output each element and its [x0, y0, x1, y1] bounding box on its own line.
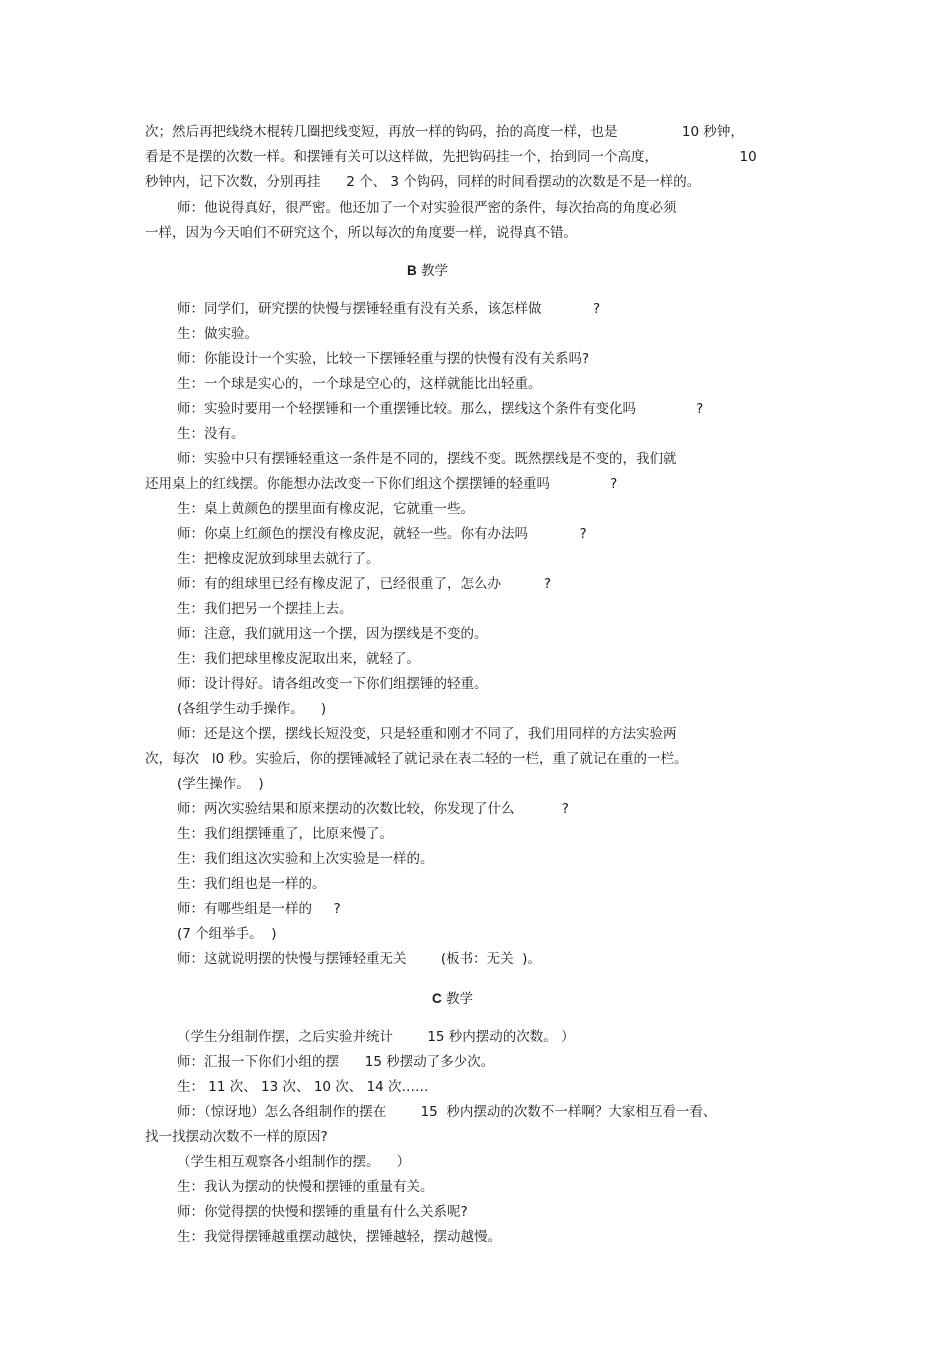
text-line: 师：他说得真好，很严密。他还加了一个对实验很严密的条件，每次抬高的角度必须: [177, 200, 677, 216]
dialogue-line: 生：做实验。: [177, 326, 258, 342]
text-line: 秒钟内，记下次数，分别再挂 2 个、 3 个钩码，同样的时间看摆动的次数是不是一样的。: [145, 174, 701, 190]
section-title: 教学: [416, 263, 449, 279]
dialogue-line: 生：没有。: [177, 426, 245, 442]
dialogue-line: 师：同学们，研究摆的快慢与摆锤轻重有没有关系，该怎样做 ?: [177, 301, 601, 317]
dialogue-line: 次，每次 l0 秒。实验后，你的摆锤减轻了就记录在表二轻的一栏，重了就记在重的一栏。: [145, 751, 688, 767]
dialogue-line: 师：实验时要用一个轻摆锤和一个重摆锤比较。那么，摆线这个条件有变化吗 ?: [177, 401, 704, 417]
dialogue-line: （学生分组制作摆，之后实验并统计 15 秒内摆动的次数。 ）: [177, 1029, 575, 1045]
section-letter: B: [407, 263, 417, 278]
text-line: 次；然后再把线绕木棍转几圈把线变短，再放一样的钩码，抬的高度一样，也是 10 秒钟，: [145, 124, 744, 140]
dialogue-line: (学生操作。 ): [177, 776, 264, 792]
dialogue-line: 师：注意，我们就用这一个摆，因为摆线是不变的。: [177, 626, 488, 642]
dialogue-line: 生：我们组这次实验和上次实验是一样的。: [177, 851, 434, 867]
section-heading-b: [407, 262, 448, 280]
dialogue-line: 生：我觉得摆锤越重摆动越快，摆锤越轻，摆动越慢。: [177, 1229, 501, 1245]
section-heading-c: [432, 990, 473, 1008]
dialogue-line: 师：（惊讶地）怎么各组制作的摆在 15 秒内摆动的次数不一样啊？大家相互看一看、: [177, 1104, 717, 1120]
dialogue-line: 师：还是这个摆，摆线长短没变，只是轻重和刚才不同了，我们用同样的方法实验两: [177, 726, 677, 742]
dialogue-line: 生：我们组也是一样的。: [177, 876, 326, 892]
dialogue-line: 师：实验中只有摆锤轻重这一条件是不同的，摆线不变。既然摆线是不变的，我们就: [177, 451, 677, 467]
dialogue-line: （学生相互观察各小组制作的摆。 ）: [177, 1154, 411, 1170]
dialogue-line: 找一找摆动次数不一样的原因?: [145, 1129, 328, 1145]
dialogue-line: (7 个组举手。 ): [177, 926, 277, 942]
section-title: 教学: [441, 991, 474, 1007]
dialogue-line: 师：有哪些组是一样的 ?: [177, 901, 341, 917]
dialogue-line: (各组学生动手操作。 ): [177, 701, 327, 717]
dialogue-line: 生：我们把另一个摆挂上去。: [177, 601, 353, 617]
dialogue-line: 师：你觉得摆的快慢和摆锤的重量有什么关系呢?: [177, 1204, 468, 1220]
dialogue-line: 生： 11 次、 13 次、 10 次、 14 次……: [177, 1079, 429, 1095]
dialogue-line: 还用桌上的红线摆。你能想办法改变一下你们组这个摆摆锤的轻重吗 ?: [145, 476, 618, 492]
dialogue-line: 师：汇报一下你们小组的摆 15 秒摆动了多少次。: [177, 1054, 495, 1070]
dialogue-line: 生：桌上黄颜色的摆里面有橡皮泥，它就重一些。: [177, 501, 474, 517]
dialogue-line: 生：我们组摆锤重了，比原来慢了。: [177, 826, 393, 842]
dialogue-line: 师：这就说明摆的快慢与摆锤轻重无关 (板书：无关 )。: [177, 951, 541, 967]
dialogue-line: 师：有的组球里已经有橡皮泥了，已经很重了，怎么办 ?: [177, 576, 552, 592]
text-line: 一样，因为今天咱们不研究这个，所以每次的角度要一样，说得真不错。: [145, 225, 577, 241]
dialogue-line: 师：两次实验结果和原来摆动的次数比较，你发现了什么 ?: [177, 801, 569, 817]
dialogue-line: 生：我认为摆动的快慢和摆锤的重量有关。: [177, 1179, 434, 1195]
section-letter: C: [432, 991, 442, 1006]
dialogue-line: 师：你能设计一个实验，比较一下摆锤轻重与摆的快慢有没有关系吗?: [177, 351, 590, 367]
text-line: 看是不是摆的次数一样。和摆锤有关可以这样做，先把钩码挂一个，抬到同一个高度， 10: [145, 149, 757, 165]
dialogue-line: 生：把橡皮泥放到球里去就行了。: [177, 551, 380, 567]
dialogue-line: 生：我们把球里橡皮泥取出来，就轻了。: [177, 651, 420, 667]
dialogue-line: 师：你桌上红颜色的摆没有橡皮泥，就轻一些。你有办法吗 ?: [177, 526, 587, 542]
dialogue-line: 师：设计得好。请各组改变一下你们组摆锤的轻重。: [177, 676, 488, 692]
dialogue-line: 生：一个球是实心的，一个球是空心的，这样就能比出轻重。: [177, 376, 542, 392]
